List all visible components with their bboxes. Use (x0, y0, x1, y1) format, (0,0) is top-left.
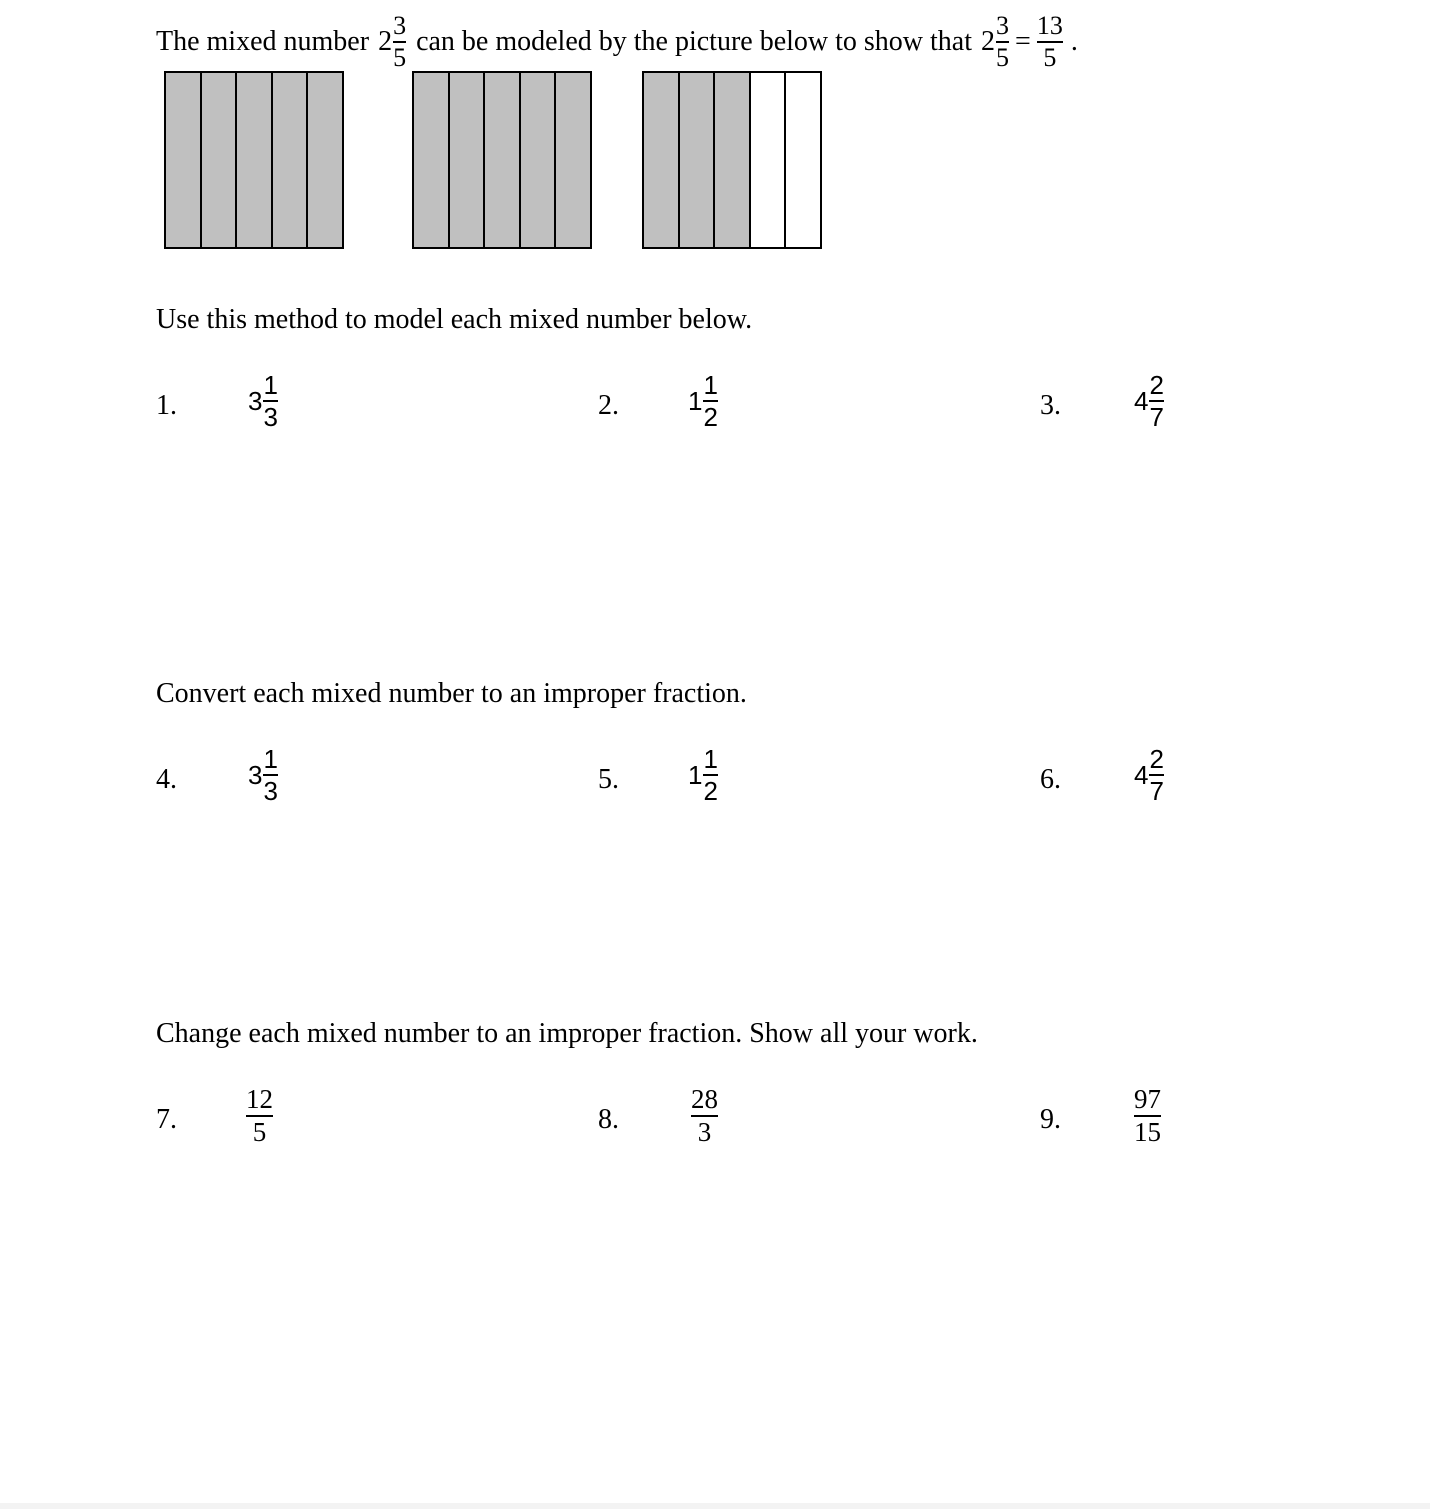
sentence-period: . (1070, 26, 1078, 57)
question-7-improper-fraction (246, 1086, 273, 1146)
denominator: 3 (697, 1117, 712, 1147)
question-4-mixed-number (248, 746, 278, 804)
numerator: 1 (263, 370, 278, 400)
model-cell (751, 73, 787, 247)
mixed-whole: 3 (248, 759, 263, 790)
question-9-improper-fraction (1134, 1086, 1161, 1146)
equals-sign: = (1015, 26, 1031, 57)
denominator: 7 (1149, 776, 1164, 806)
model-cell (273, 73, 309, 247)
question-6-number: 6. (1040, 764, 1061, 795)
numerator: 1 (703, 370, 718, 400)
model-cell (450, 73, 486, 247)
numerator: 97 (1134, 1084, 1161, 1114)
denominator: 7 (1149, 402, 1164, 432)
question-1-mixed-number (248, 372, 278, 430)
model-cell (166, 73, 202, 247)
intro-improper-denominator: 5 (1043, 43, 1057, 72)
mixed-fraction (703, 746, 717, 804)
mixed-whole: 4 (1134, 759, 1149, 790)
intro-mixed-numerator: 3 (393, 11, 407, 40)
question-6-mixed-number (1134, 746, 1164, 804)
denominator: 2 (703, 402, 718, 432)
improper-fraction (691, 1086, 718, 1146)
model-cell (521, 73, 557, 247)
denominator: 15 (1134, 1117, 1161, 1147)
mixed-whole: 3 (248, 385, 263, 416)
intro-result-denominator: 5 (996, 43, 1010, 72)
question-7-number: 7. (156, 1104, 177, 1135)
improper-fraction (1134, 1086, 1161, 1146)
denominator: 5 (252, 1117, 267, 1147)
model-cell (202, 73, 238, 247)
question-5-number: 5. (598, 764, 619, 795)
question-8-improper-fraction (691, 1086, 718, 1146)
denominator: 2 (703, 776, 718, 806)
mixed-whole: 1 (688, 759, 703, 790)
intro-result-mixed (981, 13, 1009, 71)
section-3-heading: Change each mixed number to an improper fraction. Show all your work. (156, 1018, 978, 1049)
intro-mixed-fraction (393, 13, 406, 71)
model-cell (414, 73, 450, 247)
page-bottom-edge (0, 1503, 1430, 1509)
intro-mixed-whole: 2 (378, 26, 393, 57)
denominator: 3 (263, 776, 278, 806)
mixed-whole: 4 (1134, 385, 1149, 416)
intro-improper-numerator: 13 (1036, 11, 1063, 40)
intro-text-middle: can be modeled by the picture below to show that (416, 26, 973, 57)
question-5-mixed-number (688, 746, 718, 804)
section-1-heading: Use this method to model each mixed number below. (156, 304, 753, 335)
intro-mixed-number (378, 13, 406, 71)
intro-result-numerator: 3 (996, 11, 1010, 40)
mixed-fraction (263, 746, 277, 804)
question-3-mixed-number (1134, 372, 1164, 430)
numerator: 12 (246, 1084, 273, 1114)
intro-improper-fraction (1037, 13, 1063, 71)
model-cell (308, 73, 342, 247)
model-cell (786, 73, 820, 247)
model-cell (485, 73, 521, 247)
numerator: 2 (1149, 744, 1164, 774)
mixed-fraction (703, 372, 717, 430)
model-cell (715, 73, 751, 247)
intro-mixed-denominator: 5 (393, 43, 407, 72)
area-model-box-3 (642, 71, 822, 249)
mixed-whole: 1 (688, 385, 703, 416)
model-cell (556, 73, 590, 247)
numerator: 28 (691, 1084, 718, 1114)
intro-sentence (156, 12, 1078, 72)
section-2-heading: Convert each mixed number to an improper fraction. (156, 678, 747, 709)
question-9-number: 9. (1040, 1104, 1061, 1135)
mixed-fraction (1149, 746, 1163, 804)
improper-fraction (246, 1086, 273, 1146)
intro-result-fraction (996, 13, 1009, 71)
question-2-mixed-number (688, 372, 718, 430)
model-cell (237, 73, 273, 247)
intro-result-whole: 2 (981, 26, 996, 57)
area-model-box-1 (164, 71, 344, 249)
area-model-box-2 (412, 71, 592, 249)
model-cell (644, 73, 680, 247)
question-3-number: 3. (1040, 390, 1061, 421)
question-4-number: 4. (156, 764, 177, 795)
mixed-fraction (1149, 372, 1163, 430)
denominator: 3 (263, 402, 278, 432)
model-cell (680, 73, 716, 247)
question-2-number: 2. (598, 390, 619, 421)
question-8-number: 8. (598, 1104, 619, 1135)
numerator: 1 (703, 744, 718, 774)
intro-text-before: The mixed number (156, 26, 370, 57)
mixed-fraction (263, 372, 277, 430)
question-1-number: 1. (156, 390, 177, 421)
numerator: 1 (263, 744, 278, 774)
numerator: 2 (1149, 370, 1164, 400)
